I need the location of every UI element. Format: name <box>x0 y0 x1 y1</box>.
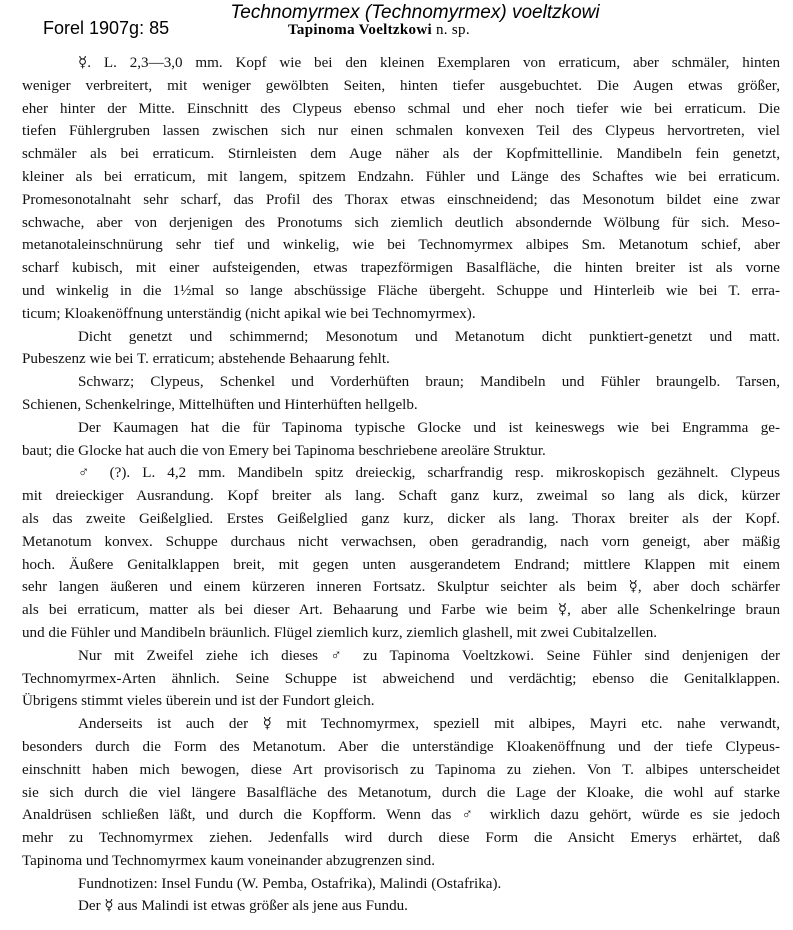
text-line: Pubeszenz wie bei T. erraticum; abstehende Behaarung fehlt. <box>22 351 390 368</box>
text-line: als das zweite Geißelglied. Erstes Geißelglied ganz kurz, dicker als lang. Thorax breiter als der Kopf. <box>22 510 780 527</box>
text-line: ♂ (?). L. 4,2 mm. Mandibeln spitz dreieckig, scharfrandig resp. mikroskopisch gezähnelt. Clypeus <box>78 465 780 482</box>
text-line: Dicht genetzt und schimmernd; Mesonotum und Metanotum dicht punktiert-genetzt und matt. <box>78 328 780 345</box>
citation: Forel 1907g: 85 <box>43 18 170 38</box>
taxon-subtitle <box>288 22 470 39</box>
text-line: schwache, aber von derjenigen des Pronotums sich ziemlich deutlich absondernde Wölbung für sich. Meso- <box>22 214 780 231</box>
text-line: und winkelig in die 1½mal so lange abschüssige Fläche übergeht. Schuppe und Hinterleib wie bei T. erra- <box>22 282 780 299</box>
text-line: ☿. L. 2,3—3,0 mm. Kopf wie bei den kleinen Exemplaren von erraticum, aber schmäler, hinten <box>78 55 780 71</box>
text-line: Der Kaumagen hat die für Tapinoma typische Glocke und ist keineswegs wie bei Engramma ge- <box>78 419 780 436</box>
text-line: einschnitt haben mich bewogen, diese Art provisorisch zu Tapinoma zu ziehen. Von T. albipes unterscheidet <box>22 761 780 778</box>
text-line: Analdrüsen schließen läßt, und durch die Kopfform. Wenn das ♂ wirklich dazu gehört, würde es sie jedoch <box>22 807 780 824</box>
body-text <box>22 52 780 918</box>
text-line: Schienen, Schenkelringe, Mittelhüften und Hinterhüften hellgelb. <box>22 396 418 413</box>
text-line: Fundnotizen: Insel Fundu (W. Pemba, Ostafrika), Malindi (Ostafrika). <box>78 875 502 892</box>
text-line: Nur mit Zweifel ziehe ich dieses ♂ zu Tapinoma Voeltzkowi. Seine Fühler sind denjenigen der <box>78 647 780 664</box>
text-line: Übrigens stimmt vieles überein und ist der Fundort gleich. <box>22 693 375 710</box>
text-line: Schwarz; Clypeus, Schenkel und Vorderhüften braun; Mandibeln und Fühler braungelb. Tarsen, <box>78 374 780 391</box>
text-line: Promesonotalnaht sehr scharf, das Profil des Thorax etwas einschneidend; das Mesonotum bildet eine zwar <box>22 191 780 208</box>
text-line: ticum; Kloakenöffnung unterständig (nicht apikal wie bei Technomyrmex). <box>22 305 476 322</box>
text-line: Technomyrmex-Arten ähnlich. Seine Schuppe ist abweichend und verdächtig; ebenso die Genitalklappen. <box>22 670 780 687</box>
text-line: eher hinter der Mitte. Einschnitt des Clypeus ebenso schmal und eher noch tiefer wie bei erraticum. Die <box>22 100 780 117</box>
text-line: tiefen Fühlergruben lassen zwischen sich nur einen schmalen konvexen Teil des Clypeus hervortreten, viel <box>22 123 780 140</box>
text-line: mit dreieckiger Ausrandung. Kopf breiter als lang. Schaft ganz kurz, zweimal so lang als dick, kürzer <box>22 488 780 505</box>
text-line: sie sich durch die viel längere Basalfläche des Metanotum, durch die Lage der Kloake, die wohl auf starke <box>22 784 780 801</box>
text-line: metanotaleinschnürung sehr tief und winkelig, wie bei Technomyrmex albipes Sm. Metanotum schief, aber <box>22 237 780 254</box>
text-line: besonders durch die Form des Metanotum. Aber die unterständige Kloakenöffnung und der tiefe Clypeus- <box>22 738 780 755</box>
text-line: schmäler als bei erraticum. Stirnleisten dem Auge näher als der Kopfmittellinie. Mandibeln fein genetzt, <box>22 146 780 163</box>
text-line: Tapinoma und Technomyrmex kaum voneinander abzugrenzen sind. <box>22 852 435 869</box>
text-line: Metanotum konvex. Schuppe durchaus nicht verwachsen, oben geradrandig, nach vorn geneigt, aber mäßig <box>22 533 780 550</box>
text-line: sehr langen äußeren und einem kürzeren inneren Fortsatz. Skulptur seichter als beim ☿, aber doch schärfer <box>22 579 780 596</box>
subtitle-name: Tapinoma Voeltzkowi <box>288 22 432 38</box>
taxon-title: Technomyrmex (Technomyrmex) voeltzkowi <box>230 2 600 23</box>
text-line: baut; die Glocke hat auch die von Emery bei Tapinoma beschriebene areoläre Struktur. <box>22 442 546 459</box>
text-line: scharf kubisch, mit einer aufsteigenden, etwas trapezförmigen Basalfläche, die hinten breiter ist als vorne <box>22 260 780 277</box>
text-line: weniger verbreitert, mit weniger gewölbten Seiten, hinten tiefer ausgebuchtet. Die Augen etwas größer, <box>22 77 780 94</box>
text-line: kleiner als bei erraticum, mit langem, spitzem Endzahn. Fühler und Länge des Schaftes wie bei erraticum. <box>22 168 780 185</box>
subtitle-suffix: n. sp. <box>436 22 470 38</box>
text-line: und die Fühler und Mandibeln bräunlich. Flügel ziemlich kurz, ziemlich glashell, mit zwei Cubitalzellen. <box>22 624 658 641</box>
text-line: mehr zu Technomyrmex ziehen. Jedenfalls wird durch diese Form die Ansicht Emerys erhärtet, daß <box>22 830 780 847</box>
text-line: als bei erraticum, matter als bei dieser Art. Behaarung und Farbe wie beim ☿, aber alle Schenkelringe braun <box>22 602 780 619</box>
text-line: Der ☿ aus Malindi ist etwas größer als jene aus Fundu. <box>78 898 408 915</box>
text-line: hoch. Äußere Genitalklappen breit, mit gegen unten ausgerandetem Endrand; mittlere Klappen mit einem <box>22 556 780 573</box>
text-line: Anderseits ist auch der ☿ mit Technomyrmex, speziell mit albipes, Mayri etc. nahe verwandt, <box>78 716 780 733</box>
